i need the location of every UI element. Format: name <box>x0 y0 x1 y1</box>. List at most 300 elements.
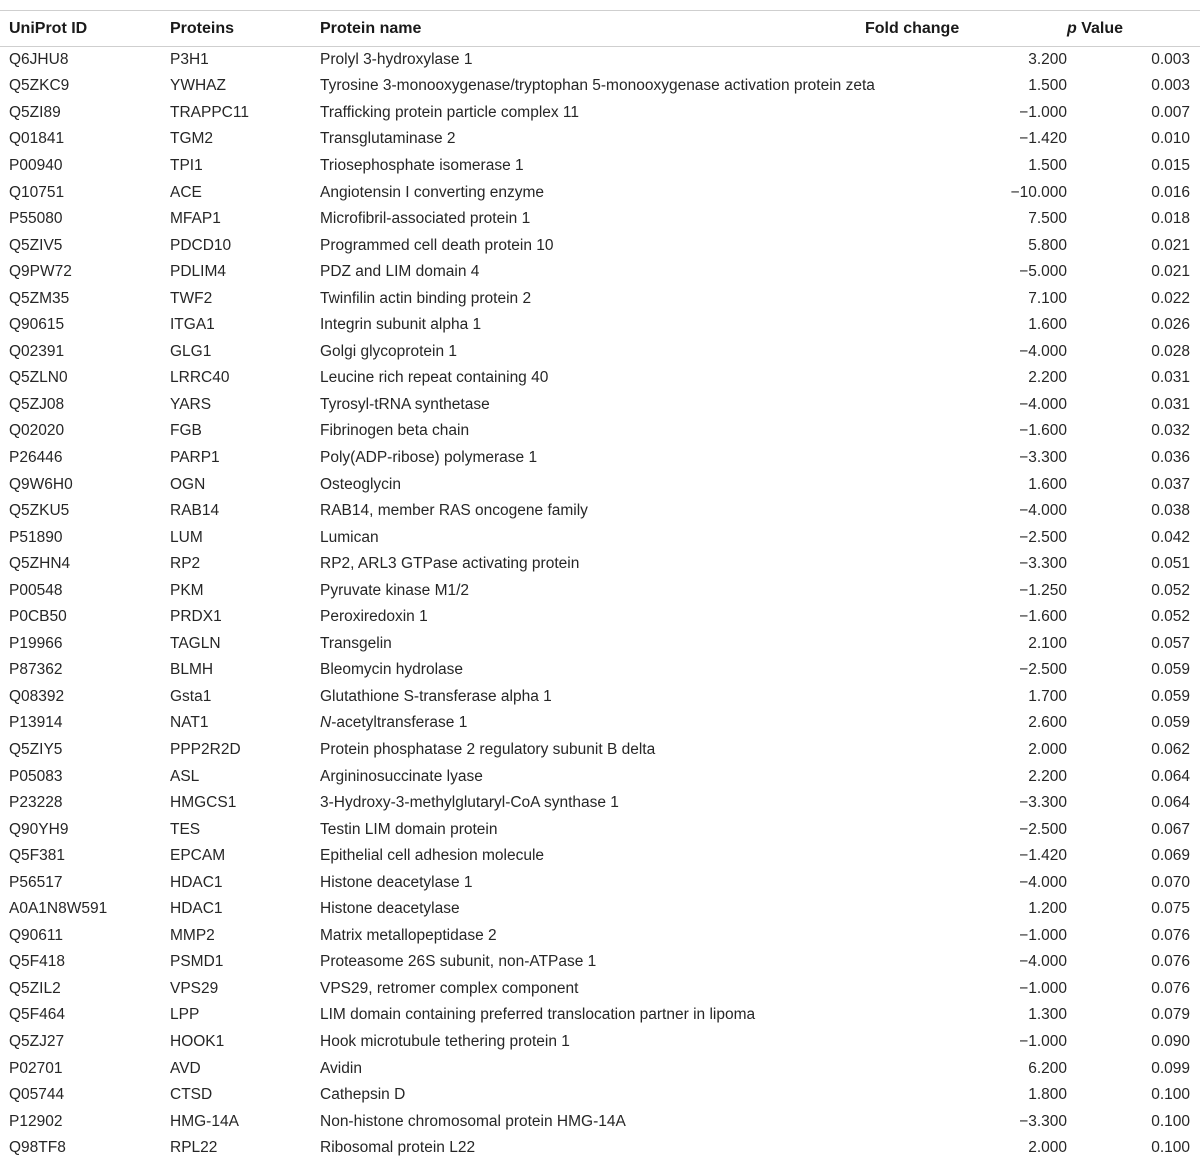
header-uniprot-id: UniProt ID <box>0 11 170 47</box>
cell-p-value: 0.076 <box>1151 953 1190 971</box>
cell-protein-name <box>320 657 865 684</box>
header-p-value <box>1067 11 1200 47</box>
cell-uniprot-id: P02701 <box>9 1059 63 1077</box>
cell-protein-name <box>320 976 865 1003</box>
protein-name-text: Testin LIM domain protein <box>320 820 498 838</box>
cell-fold-change: −2.500 <box>1019 661 1067 679</box>
cell-fold-change: −4.000 <box>1019 342 1067 360</box>
cell-protein-name <box>320 498 865 525</box>
cell-fold-change: −1.600 <box>1019 422 1067 440</box>
cell-fold-change: −4.000 <box>1019 953 1067 971</box>
cell-uniprot-id: Q5F418 <box>9 953 66 971</box>
cell-uniprot-id: Q5ZIV5 <box>9 236 63 254</box>
cell-protein-name <box>320 126 865 153</box>
cell-fold-change: −1.420 <box>1019 130 1067 148</box>
cell-protein-name <box>320 339 865 366</box>
protein-name-text: Matrix metallopeptidase 2 <box>320 926 497 944</box>
table-row <box>0 604 1200 631</box>
cell-protein: VPS29 <box>170 979 219 997</box>
cell-fold-change: 1.800 <box>1028 1086 1067 1104</box>
cell-uniprot-id: Q10751 <box>9 183 65 201</box>
cell-protein-name <box>320 790 865 817</box>
table-row <box>0 710 1200 737</box>
cell-uniprot-id: P13914 <box>9 714 63 732</box>
cell-uniprot-id: Q5ZIL2 <box>9 979 61 997</box>
cell-p-value: 0.070 <box>1151 873 1190 891</box>
protein-name-text: VPS29, retromer complex component <box>320 979 579 997</box>
cell-protein-name <box>320 816 865 843</box>
cell-uniprot-id: Q5ZKU5 <box>9 502 70 520</box>
table-row <box>0 232 1200 259</box>
cell-uniprot-id: Q9PW72 <box>9 263 72 281</box>
cell-uniprot-id: Q9W6H0 <box>9 475 73 493</box>
protein-name-text: Prolyl 3-hydroxylase 1 <box>320 51 473 69</box>
protein-name-text: Epithelial cell adhesion molecule <box>320 847 545 865</box>
cell-p-value: 0.022 <box>1151 289 1190 307</box>
table-row <box>0 737 1200 764</box>
cell-protein: TGM2 <box>170 130 214 148</box>
cell-protein: MMP2 <box>170 926 215 944</box>
cell-fold-change: 6.200 <box>1028 1059 1067 1077</box>
cell-p-value: 0.052 <box>1151 581 1190 599</box>
protein-name-text: Pyruvate kinase M1/2 <box>320 581 470 599</box>
cell-uniprot-id: Q90615 <box>9 316 65 334</box>
protein-name-text: Twinfilin actin binding protein 2 <box>320 289 532 307</box>
header-fold-change: Fold change <box>865 11 1067 47</box>
table-row <box>0 631 1200 658</box>
cell-fold-change: 1.600 <box>1028 475 1067 493</box>
cell-protein: ACE <box>170 183 202 201</box>
cell-fold-change: −2.500 <box>1019 820 1067 838</box>
cell-protein: HMGCS1 <box>170 794 237 812</box>
cell-fold-change: 2.000 <box>1028 1139 1067 1157</box>
cell-protein-name <box>320 763 865 790</box>
cell-protein: PDCD10 <box>170 236 232 254</box>
cell-p-value: 0.037 <box>1151 475 1190 493</box>
table-row <box>0 100 1200 127</box>
cell-protein: ASL <box>170 767 200 785</box>
table-row <box>0 657 1200 684</box>
cell-protein: TRAPPC11 <box>170 103 249 121</box>
table-row <box>0 1029 1200 1056</box>
cell-protein-name <box>320 1029 865 1056</box>
cell-fold-change: 1.500 <box>1028 156 1067 174</box>
protein-name-text: Histone deacetylase 1 <box>320 873 473 891</box>
cell-p-value: 0.018 <box>1151 210 1190 228</box>
cell-p-value: 0.100 <box>1151 1139 1190 1157</box>
cell-p-value: 0.059 <box>1151 661 1190 679</box>
cell-uniprot-id: P12902 <box>9 1112 63 1130</box>
cell-protein: PKM <box>170 581 204 599</box>
cell-uniprot-id: Q5F381 <box>9 847 66 865</box>
cell-uniprot-id: P26446 <box>9 448 63 466</box>
cell-protein-name <box>320 896 865 923</box>
cell-uniprot-id: Q98TF8 <box>9 1139 66 1157</box>
cell-p-value: 0.015 <box>1151 156 1190 174</box>
protein-name-text: Bleomycin hydrolase <box>320 661 464 679</box>
cell-protein-name <box>320 259 865 286</box>
protein-name-text: Transgelin <box>320 634 392 652</box>
cell-protein-name <box>320 524 865 551</box>
cell-protein: BLMH <box>170 661 214 679</box>
cell-p-value: 0.016 <box>1151 183 1190 201</box>
cell-uniprot-id: Q5ZJ08 <box>9 395 65 413</box>
cell-protein-name <box>320 1135 865 1162</box>
cell-p-value: 0.075 <box>1151 900 1190 918</box>
cell-uniprot-id: P51890 <box>9 528 63 546</box>
cell-fold-change: 2.200 <box>1028 767 1067 785</box>
cell-fold-change: −1.000 <box>1019 926 1067 944</box>
cell-fold-change: 7.100 <box>1028 289 1067 307</box>
protein-name-text: PDZ and LIM domain 4 <box>320 263 480 281</box>
protein-name-text: Tyrosyl-tRNA synthetase <box>320 395 490 413</box>
cell-protein-name <box>320 445 865 472</box>
cell-protein: YARS <box>170 395 212 413</box>
cell-protein: RPL22 <box>170 1139 218 1157</box>
cell-fold-change: −1.250 <box>1019 581 1067 599</box>
cell-p-value: 0.090 <box>1151 1033 1190 1050</box>
cell-protein-name <box>320 737 865 764</box>
cell-p-value: 0.007 <box>1151 103 1190 121</box>
cell-protein-name <box>320 1108 865 1135</box>
cell-uniprot-id: Q5ZLN0 <box>9 369 68 387</box>
cell-protein: CTSD <box>170 1086 213 1104</box>
cell-uniprot-id: P87362 <box>9 661 63 679</box>
cell-p-value: 0.026 <box>1151 316 1190 334</box>
cell-protein-name <box>320 285 865 312</box>
cell-protein: PDLIM4 <box>170 263 226 281</box>
cell-p-value: 0.032 <box>1151 422 1190 440</box>
cell-fold-change: −4.000 <box>1019 502 1067 520</box>
cell-protein-name <box>320 153 865 180</box>
protein-name-text: Fibrinogen beta chain <box>320 422 470 440</box>
table-row <box>0 47 1200 74</box>
cell-protein-name <box>320 684 865 711</box>
table-row <box>0 153 1200 180</box>
cell-p-value: 0.069 <box>1151 847 1190 865</box>
cell-uniprot-id: Q5ZI89 <box>9 103 61 121</box>
cell-protein-name <box>320 577 865 604</box>
cell-protein: PPP2R2D <box>170 740 241 758</box>
cell-protein: Gsta1 <box>170 687 212 705</box>
cell-protein: FGB <box>170 422 202 440</box>
cell-protein: HOOK1 <box>170 1033 225 1050</box>
protein-table <box>0 10 1200 1161</box>
cell-p-value: 0.059 <box>1151 714 1190 732</box>
cell-fold-change: −3.300 <box>1019 555 1067 573</box>
protein-name-text: Peroxiredoxin 1 <box>320 608 428 626</box>
table-row <box>0 577 1200 604</box>
cell-p-value: 0.010 <box>1151 130 1190 148</box>
protein-name-text: Avidin <box>320 1059 362 1077</box>
cell-uniprot-id: Q5ZIY5 <box>9 740 63 758</box>
table-row <box>0 73 1200 100</box>
cell-p-value: 0.076 <box>1151 926 1190 944</box>
cell-uniprot-id: Q90611 <box>9 926 64 944</box>
cell-p-value: 0.067 <box>1151 820 1190 838</box>
protein-name-text: RP2, ARL3 GTPase activating protein <box>320 555 580 573</box>
header-p-rest: Value <box>1076 19 1124 37</box>
cell-protein: P3H1 <box>170 51 209 69</box>
cell-uniprot-id: Q05744 <box>9 1086 65 1104</box>
cell-uniprot-id: Q08392 <box>9 687 65 705</box>
cell-uniprot-id: Q02020 <box>9 422 65 440</box>
cell-p-value: 0.038 <box>1151 502 1190 520</box>
cell-protein: PSMD1 <box>170 953 224 971</box>
protein-name-text: Protein phosphatase 2 regulatory subunit B delta <box>320 740 656 758</box>
cell-uniprot-id: P55080 <box>9 210 63 228</box>
cell-p-value: 0.057 <box>1151 634 1190 652</box>
table-row <box>0 206 1200 233</box>
cell-uniprot-id: P56517 <box>9 873 63 891</box>
table-header <box>0 11 1200 47</box>
table-row <box>0 816 1200 843</box>
cell-fold-change: 3.200 <box>1028 51 1067 69</box>
cell-protein: AVD <box>170 1059 201 1077</box>
cell-protein-name <box>320 392 865 419</box>
cell-fold-change: 1.600 <box>1028 316 1067 334</box>
cell-uniprot-id: P00548 <box>9 581 63 599</box>
cell-uniprot-id: P05083 <box>9 767 63 785</box>
cell-p-value: 0.100 <box>1151 1086 1190 1104</box>
table-row <box>0 339 1200 366</box>
cell-p-value: 0.031 <box>1151 369 1190 387</box>
protein-name-text: Hook microtubule tethering protein 1 <box>320 1033 570 1050</box>
cell-fold-change: 2.200 <box>1028 369 1067 387</box>
cell-protein: MFAP1 <box>170 210 221 228</box>
cell-uniprot-id: P19966 <box>9 634 63 652</box>
cell-protein-name <box>320 100 865 127</box>
cell-p-value: 0.021 <box>1151 263 1190 281</box>
protein-name-text: Cathepsin D <box>320 1086 406 1104</box>
cell-uniprot-id: A0A1N8W591 <box>9 900 108 918</box>
table-row <box>0 1055 1200 1082</box>
table-row <box>0 392 1200 419</box>
cell-p-value: 0.003 <box>1151 77 1190 95</box>
cell-fold-change: 5.800 <box>1028 236 1067 254</box>
cell-protein-name <box>320 418 865 445</box>
cell-uniprot-id: Q5ZKC9 <box>9 77 70 95</box>
cell-p-value: 0.021 <box>1151 236 1190 254</box>
cell-protein-name <box>320 710 865 737</box>
protein-name-text: Triosephosphate isomerase 1 <box>320 156 524 174</box>
cell-protein: LUM <box>170 528 203 546</box>
cell-p-value: 0.031 <box>1151 395 1190 413</box>
header-proteins: Proteins <box>170 11 320 47</box>
protein-name-text: Non-histone chromosomal protein HMG-14A <box>320 1112 626 1130</box>
cell-protein: TPI1 <box>170 156 203 174</box>
table-row <box>0 551 1200 578</box>
cell-protein: PRDX1 <box>170 608 222 626</box>
cell-uniprot-id: P00940 <box>9 156 63 174</box>
cell-protein: LPP <box>170 1006 200 1024</box>
protein-name-text: Lumican <box>320 528 379 546</box>
cell-protein: YWHAZ <box>170 77 226 95</box>
cell-protein-name <box>320 471 865 498</box>
cell-protein-name <box>320 949 865 976</box>
cell-fold-change: −5.000 <box>1019 263 1067 281</box>
header-protein-name: Protein name <box>320 11 865 47</box>
cell-fold-change: −2.500 <box>1019 528 1067 546</box>
cell-uniprot-id: Q5ZJ27 <box>9 1033 65 1050</box>
table-row <box>0 763 1200 790</box>
cell-p-value: 0.003 <box>1151 51 1190 69</box>
cell-fold-change: 7.500 <box>1028 210 1067 228</box>
protein-name-text: Poly(ADP-ribose) polymerase 1 <box>320 448 538 466</box>
protein-name-text: -acetyltransferase 1 <box>331 714 468 732</box>
cell-protein: HDAC1 <box>170 873 223 891</box>
protein-name-text: Histone deacetylase <box>320 900 460 918</box>
protein-name-text: Programmed cell death protein 10 <box>320 236 554 254</box>
cell-protein: NAT1 <box>170 714 209 732</box>
cell-p-value: 0.051 <box>1151 555 1190 573</box>
cell-p-value: 0.076 <box>1151 979 1190 997</box>
protein-name-text: Golgi glycoprotein 1 <box>320 342 457 360</box>
cell-protein-name <box>320 1002 865 1029</box>
cell-protein-name <box>320 923 865 950</box>
table-row <box>0 259 1200 286</box>
cell-uniprot-id: P23228 <box>9 794 63 812</box>
cell-fold-change: −1.000 <box>1019 103 1067 121</box>
protein-name-text: Proteasome 26S subunit, non-ATPase 1 <box>320 953 597 971</box>
cell-p-value: 0.100 <box>1151 1112 1190 1130</box>
cell-protein: HDAC1 <box>170 900 223 918</box>
protein-name-text: LIM domain containing preferred translocation partner in lipoma <box>320 1006 756 1024</box>
table-row <box>0 179 1200 206</box>
cell-p-value: 0.052 <box>1151 608 1190 626</box>
cell-p-value: 0.062 <box>1151 740 1190 758</box>
table-row <box>0 498 1200 525</box>
cell-protein: RP2 <box>170 555 201 573</box>
cell-protein-name <box>320 1082 865 1109</box>
cell-protein: HMG-14A <box>170 1112 239 1130</box>
cell-fold-change: −4.000 <box>1019 873 1067 891</box>
cell-protein-name <box>320 365 865 392</box>
table-row <box>0 1082 1200 1109</box>
table-row <box>0 1135 1200 1162</box>
cell-protein: EPCAM <box>170 847 226 865</box>
cell-fold-change: −10.000 <box>1010 183 1067 201</box>
cell-protein: GLG1 <box>170 342 212 360</box>
cell-fold-change: −1.600 <box>1019 608 1067 626</box>
table-row <box>0 949 1200 976</box>
cell-protein: OGN <box>170 475 206 493</box>
cell-protein-name <box>320 1055 865 1082</box>
cell-uniprot-id: P0CB50 <box>9 608 67 626</box>
cell-fold-change: 2.600 <box>1028 714 1067 732</box>
cell-protein: PARP1 <box>170 448 220 466</box>
protein-name-text: Ribosomal protein L22 <box>320 1139 476 1157</box>
protein-name-text: Microfibril-associated protein 1 <box>320 210 531 228</box>
cell-p-value: 0.064 <box>1151 794 1190 812</box>
cell-uniprot-id: Q5ZM35 <box>9 289 70 307</box>
cell-fold-change: 2.100 <box>1028 634 1067 652</box>
protein-name-text: Transglutaminase 2 <box>320 130 456 148</box>
table-row <box>0 976 1200 1003</box>
protein-name-text: Argininosuccinate lyase <box>320 767 483 785</box>
cell-p-value: 0.079 <box>1151 1006 1190 1024</box>
cell-fold-change: −3.300 <box>1019 448 1067 466</box>
table-row <box>0 896 1200 923</box>
table-row <box>0 869 1200 896</box>
cell-protein: ITGA1 <box>170 316 215 334</box>
table-row <box>0 923 1200 950</box>
cell-uniprot-id: Q5F464 <box>9 1006 66 1024</box>
cell-fold-change: 1.300 <box>1028 1006 1067 1024</box>
cell-protein-name <box>320 843 865 870</box>
cell-protein-name <box>320 179 865 206</box>
cell-fold-change: −4.000 <box>1019 395 1067 413</box>
cell-protein: TWF2 <box>170 289 213 307</box>
cell-uniprot-id: Q90YH9 <box>9 820 69 838</box>
cell-protein-name <box>320 47 865 74</box>
table-row <box>0 365 1200 392</box>
cell-uniprot-id: Q5ZHN4 <box>9 555 71 573</box>
cell-protein-name <box>320 604 865 631</box>
cell-protein: TES <box>170 820 201 838</box>
table-row <box>0 1108 1200 1135</box>
cell-protein-name <box>320 631 865 658</box>
cell-p-value: 0.028 <box>1151 342 1190 360</box>
cell-p-value: 0.064 <box>1151 767 1190 785</box>
cell-fold-change: 2.000 <box>1028 740 1067 758</box>
cell-protein-name <box>320 312 865 339</box>
cell-protein: RAB14 <box>170 502 220 520</box>
table-row <box>0 843 1200 870</box>
cell-protein-name <box>320 869 865 896</box>
cell-protein: LRRC40 <box>170 369 230 387</box>
protein-name-text: Glutathione S-transferase alpha 1 <box>320 687 552 705</box>
table-row <box>0 471 1200 498</box>
cell-fold-change: −1.420 <box>1019 847 1067 865</box>
cell-uniprot-id: Q01841 <box>9 130 65 148</box>
table-body <box>0 47 1200 1162</box>
cell-uniprot-id: Q02391 <box>9 342 65 360</box>
cell-fold-change: −1.000 <box>1019 1033 1067 1050</box>
cell-fold-change: −1.000 <box>1019 979 1067 997</box>
protein-name-text: Trafficking protein particle complex 11 <box>320 103 580 121</box>
table-row <box>0 285 1200 312</box>
table-row <box>0 445 1200 472</box>
protein-name-text: 3-Hydroxy-3-methylglutaryl-CoA synthase 1 <box>320 794 619 812</box>
cell-p-value: 0.036 <box>1151 448 1190 466</box>
table-row <box>0 790 1200 817</box>
protein-name-text: Angiotensin I converting enzyme <box>320 183 545 201</box>
protein-name-text: RAB14, member RAS oncogene family <box>320 502 588 520</box>
cell-protein-name <box>320 206 865 233</box>
header-row <box>0 11 1200 47</box>
cell-protein-name <box>320 73 875 100</box>
cell-fold-change: 1.200 <box>1028 900 1067 918</box>
table-row <box>0 312 1200 339</box>
protein-name-text: Tyrosine 3-monooxygenase/tryptophan 5-monooxygenase activation protein zeta <box>320 77 875 95</box>
cell-p-value: 0.099 <box>1151 1059 1190 1077</box>
protein-name-text: Leucine rich repeat containing 40 <box>320 369 549 387</box>
cell-fold-change: 1.500 <box>1028 77 1067 95</box>
header-p-letter: p <box>1067 19 1077 37</box>
cell-fold-change: −3.300 <box>1019 1112 1067 1130</box>
protein-name-text: Integrin subunit alpha 1 <box>320 316 482 334</box>
table-row <box>0 1002 1200 1029</box>
cell-p-value: 0.059 <box>1151 687 1190 705</box>
protein-name-italic: N <box>320 714 332 732</box>
cell-uniprot-id: Q6JHU8 <box>9 51 69 69</box>
cell-p-value: 0.042 <box>1151 528 1190 546</box>
table-row <box>0 684 1200 711</box>
cell-protein-name <box>320 551 865 578</box>
protein-name-text: Osteoglycin <box>320 475 401 493</box>
cell-fold-change: 1.700 <box>1028 687 1067 705</box>
